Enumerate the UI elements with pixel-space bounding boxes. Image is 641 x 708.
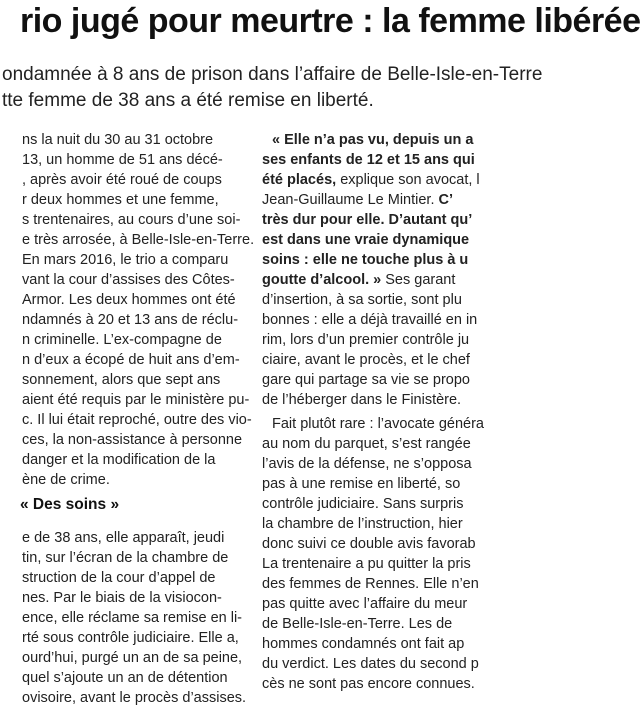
body-line: hommes condamnés ont fait ap [262,636,465,652]
body-line: pas quitte avec l’affaire du meur [262,596,468,612]
body-line: ène de crime. [22,472,110,488]
body-line: 13, un homme de 51 ans décé- [22,152,223,168]
plain-fragment: Ses garant [381,272,456,288]
body-line: de l’héberger dans le Finistère. [262,392,462,408]
bold-fragment: C’ [434,192,454,208]
body-line: La trentenaire a pu quitter la pris [262,556,471,572]
body-line: quel s’ajoute un an de détention [22,670,228,686]
body-line: , après avoir été roué de coups [22,172,222,188]
body-line: n d’eux a écopé de huit ans d’em- [22,352,240,368]
body-line: des femmes de Rennes. Elle n’en [262,576,479,592]
body-line: sonnement, alors que sept ans [22,372,221,388]
headline-text: rio jugé pour meurtre : la femme libérée [20,2,641,40]
body-line: gare qui partage sa vie se propo [262,372,470,388]
body-line: r deux hommes et une femme, [22,192,219,208]
body-line: contrôle judiciaire. Sans surpris [262,496,464,512]
article-lede [0,60,543,120]
body-line [262,170,480,190]
body-line: rté sous contrôle judiciaire. Elle a, [22,630,239,646]
body-line: e de 38 ans, elle apparaît, jeudi [22,530,225,546]
body-line: tin, sur l’écran de la chambre de [22,550,229,566]
body-line: ndamnés à 20 et 13 ans de réclu- [22,312,239,328]
plain-fragment: Jean-Guillaume Le Mintier. [262,192,435,208]
body-line: du verdict. Les dates du second p [262,656,479,672]
body-line: ses enfants de 12 et 15 ans qui [262,152,475,168]
body-line: c. Il lui était reproché, outre des vio- [22,412,252,428]
body-line: « Elle n’a pas vu, depuis un a [272,132,474,148]
body-line: bonnes : elle a déjà travaillé en in [262,312,478,328]
body-line: danger et la modification de la [22,452,216,468]
left-column [0,124,255,706]
body-line: e très arrosée, à Belle-Isle-en-Terre. [22,232,255,248]
plain-fragment: explique son avocat, l [336,172,480,188]
body-line: vant la cour d’assises des Côtes- [22,272,235,288]
body-line: n criminelle. L’ex-compagne de [22,332,222,348]
body-line: En mars 2016, le trio a comparu [22,252,229,268]
body-line: d’insertion, à sa sortie, sont plu [262,292,462,308]
body-line: s trentenaires, au cours d’une soi- [22,212,241,228]
body-line: ence, elle réclame sa remise en li- [22,610,243,626]
body-line: donc suivi ce double avis favorab [262,536,476,552]
body-line: pas à une remise en liberté, so [262,476,461,492]
body-line: ovisoire, avant le procès d’assises. [22,690,247,706]
body-line: ciaire, avant le procès, et le chef [262,352,470,368]
body-line: struction de la cour d’appel de [22,570,216,586]
body-line: Fait plutôt rare : l’avocate généra [272,416,484,432]
lede-line: ondamnée à 8 ans de prison dans l’affaire de Belle-Isle-en-Terre [2,64,543,85]
body-line: ces, la non-assistance à personne [22,432,243,448]
bold-fragment: été placés, [262,172,337,188]
body-line: cès ne sont pas encore connues. [262,676,475,692]
body-line [262,270,455,290]
body-line: soins : elle ne touche plus à u [262,252,469,268]
body-line: ourd’hui, purgé un an de sa peine, [22,650,243,666]
article-headline [0,0,641,58]
body-line: rim, lors d’un premier contrôle ju [262,332,470,348]
body-line: est dans une vraie dynamique [262,232,470,248]
body-line: l’avis de la défense, ne s’opposa [262,456,472,472]
body-line: Armor. Les deux hommes ont été [22,292,236,308]
body-line: très dur pour elle. D’autant qu’ [262,212,473,228]
right-column [252,124,500,700]
body-line: aient été requis par le ministère pu- [22,392,250,408]
body-line [262,190,453,210]
body-line: ns la nuit du 30 au 31 octobre [22,132,214,148]
body-line: de Belle-Isle-en-Terre. Les de [262,616,453,632]
body-line: la chambre de l’instruction, hier [262,516,463,532]
body-line: nes. Par le biais de la visiocon- [22,590,222,606]
section-subhead: « Des soins » [20,496,120,513]
bold-fragment: goutte d’alcool. » [262,272,382,288]
lede-line: tte femme de 38 ans a été remise en liberté. [2,90,374,111]
body-line: au nom du parquet, s’est rangée [262,436,471,452]
